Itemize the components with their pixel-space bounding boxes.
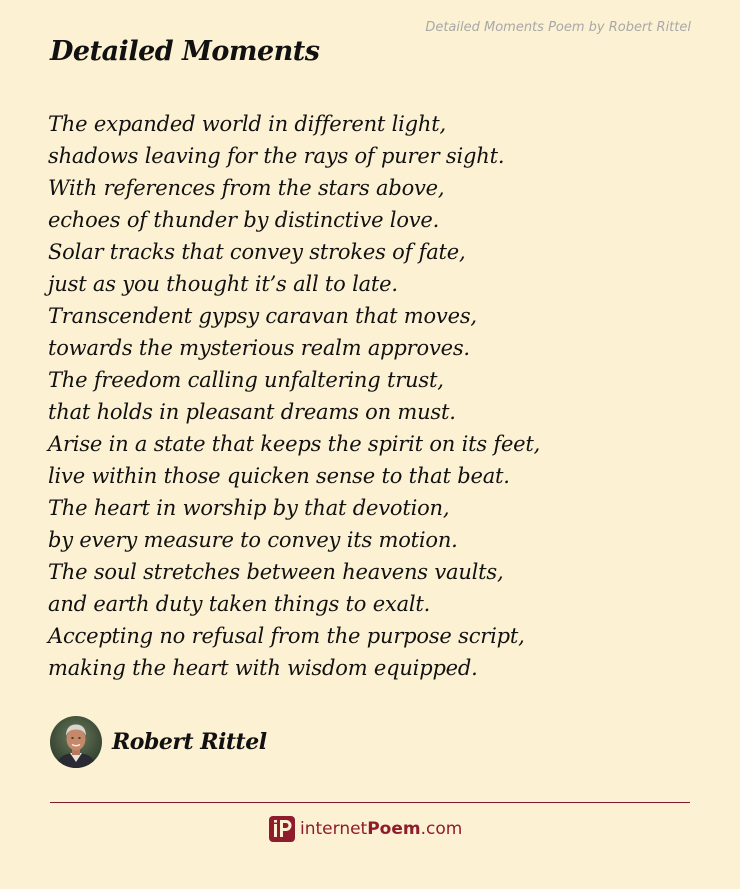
poem-line: Transcendent gypsy caravan that moves,	[48, 304, 477, 328]
poem-line: making the heart with wisdom equipped.	[48, 656, 478, 680]
brand-text-internet: internet	[300, 818, 368, 839]
poem-line: and earth duty taken things to exalt.	[48, 592, 431, 616]
poem-line: The expanded world in different light,	[48, 112, 446, 136]
poem-line: Solar tracks that convey strokes of fate,	[48, 240, 466, 264]
poem-line: that holds in pleasant dreams on must.	[48, 400, 456, 424]
poem-line: The freedom calling unfaltering trust,	[48, 368, 444, 392]
poem-line: just as you thought it’s all to late.	[48, 272, 398, 296]
poem-line: live within those quicken sense to that beat.	[48, 464, 510, 488]
site-brand-link[interactable]	[269, 815, 462, 842]
poem-body	[48, 108, 540, 684]
author-name[interactable]: Robert Rittel	[112, 729, 267, 755]
poem-line: The soul stretches between heavens vaults,	[48, 560, 504, 584]
author-avatar[interactable]	[50, 716, 102, 768]
poem-line: echoes of thunder by distinctive love.	[48, 208, 440, 232]
footer-divider	[50, 802, 690, 803]
poem-line: With references from the stars above,	[48, 176, 445, 200]
poem-line: Accepting no refusal from the purpose script,	[48, 624, 525, 648]
author-portrait-icon	[50, 716, 102, 768]
ip-logo-icon	[269, 816, 295, 842]
author-row[interactable]	[50, 716, 267, 768]
poem-line: by every measure to convey its motion.	[48, 528, 458, 552]
poem-title: Detailed Moments	[50, 36, 320, 67]
brand-text-poem: Poem	[367, 818, 421, 839]
brand-text-com: .com	[420, 818, 463, 839]
poem-line: shadows leaving for the rays of purer sight.	[48, 144, 505, 168]
poem-line: The heart in worship by that devotion,	[48, 496, 450, 520]
poem-line: towards the mysterious realm approves.	[48, 336, 470, 360]
header-caption: Detailed Moments Poem by Robert Rittel	[425, 20, 691, 35]
poem-line: Arise in a state that keeps the spirit on its feet,	[48, 432, 541, 456]
